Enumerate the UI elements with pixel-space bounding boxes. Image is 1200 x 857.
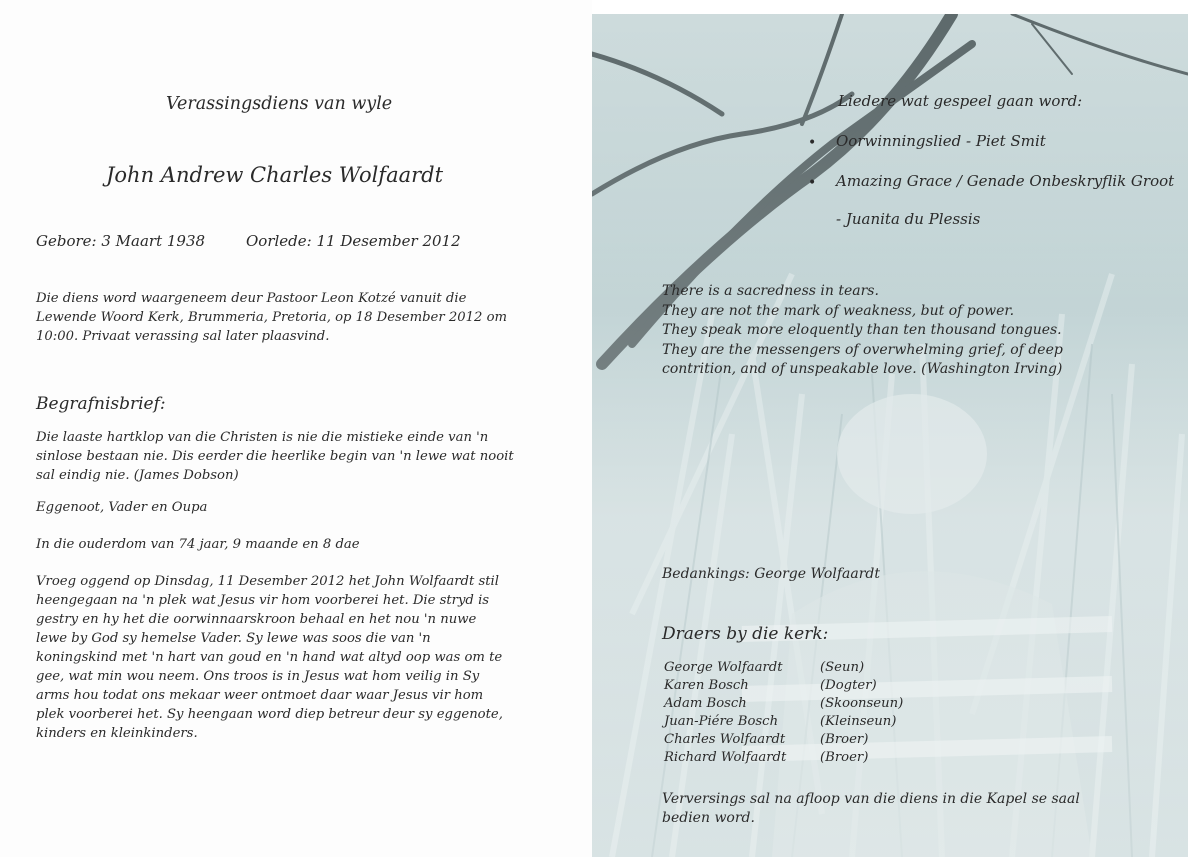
age-at-death: In die ouderdom van 74 jaar, 9 maande en 8 dae <box>36 537 360 552</box>
service-details: Die diens word waargeneem deur Pastoor Leon Kotzé vanuit die Lewende Woord Kerk, Brummeria, Pretoria, op 18 Desember 2012 om 10:00. Privaat verassing sal later plaasvind. <box>36 291 508 344</box>
refreshments-note: Verversings sal na afloop van die diens in die Kapel se saal bedien word. <box>662 791 1080 826</box>
bearer-relation: (Skoonseun) <box>820 696 904 711</box>
songs-heading: Liedere wat gespeel gaan word: <box>838 92 1083 110</box>
song-bullet-1: • <box>808 135 817 151</box>
service-heading: Verassingsdiens van wyle <box>166 94 393 114</box>
family-roles: Eggenoot, Vader en Oupa <box>36 500 208 515</box>
death-date: Oorlede: 11 Desember 2012 <box>246 232 461 250</box>
bearers-heading: Draers by die kerk: <box>662 624 829 644</box>
irving-poem: There is a sacredness in tears. They are not the mark of weakness, but of power. They speak more eloquently than ten thousand tongues. They are the messengers of overwhelming grief, of deep contrition, and of unspeakable love. (Washington Irving) <box>662 283 1063 377</box>
bearer-relation: (Seun) <box>820 660 865 675</box>
obituary-text: Vroeg oggend op Dinsdag, 11 Desember 2012 het John Wolfaardt stil heengegaan na 'n plek wat Jesus vir hom voorberei het. Die stryd is gestry en hy het die oorwinnaarskroon behaal en het nou 'n nuwe lewe by God sy hemelse Vader. Sy lewe was soos die van 'n koningskind met 'n hart van goud en 'n hand wat altyd oop was om te gee, wat min wou neem. Ons troos is in Jesus wat hom veilig in Sy arms hou todat ons mekaar weer ontmoet daar waar Jesus vir hom plek voorberei het. Sy heengaan word diep betreur deur sy eggenote, kinders en kleinkinders. <box>36 574 503 741</box>
bearer-relation: (Dogter) <box>820 678 877 693</box>
thanks-line: Bedankings: George Wolfaardt <box>662 566 880 582</box>
bearer-name: Charles Wolfaardt <box>664 732 786 747</box>
bearer-relation: (Kleinseun) <box>820 714 897 729</box>
right-page <box>592 14 1188 857</box>
bearer-relation: (Broer) <box>820 750 869 765</box>
dobson-quote: Die laaste hartklop van die Christen is nie die mistieke einde van 'n sinlose bestaan nie. Dis eerder die heerlike begin van 'n lewe wat nooit sal eindig nie. (James Dobson) <box>36 430 514 483</box>
bearer-name: Karen Bosch <box>664 678 749 693</box>
letter-heading: Begrafnisbrief: <box>36 394 166 414</box>
song-bullet-2: • <box>808 175 817 191</box>
left-page <box>0 0 592 857</box>
song-2-credit: - Juanita du Plessis <box>836 210 981 228</box>
bearer-name: Juan-Piére Bosch <box>664 714 779 729</box>
birth-date: Gebore: 3 Maart 1938 <box>36 232 206 250</box>
bearer-name: Richard Wolfaardt <box>664 750 787 765</box>
bearer-relation: (Broer) <box>820 732 869 747</box>
song-2: Amazing Grace / Genade Onbeskryflik Groot <box>836 172 1175 190</box>
bearer-name: George Wolfaardt <box>664 660 783 675</box>
bearer-name: Adam Bosch <box>664 696 747 711</box>
deceased-name: John Andrew Charles Wolfaardt <box>106 163 444 187</box>
song-1: Oorwinningslied - Piet Smit <box>836 132 1046 150</box>
